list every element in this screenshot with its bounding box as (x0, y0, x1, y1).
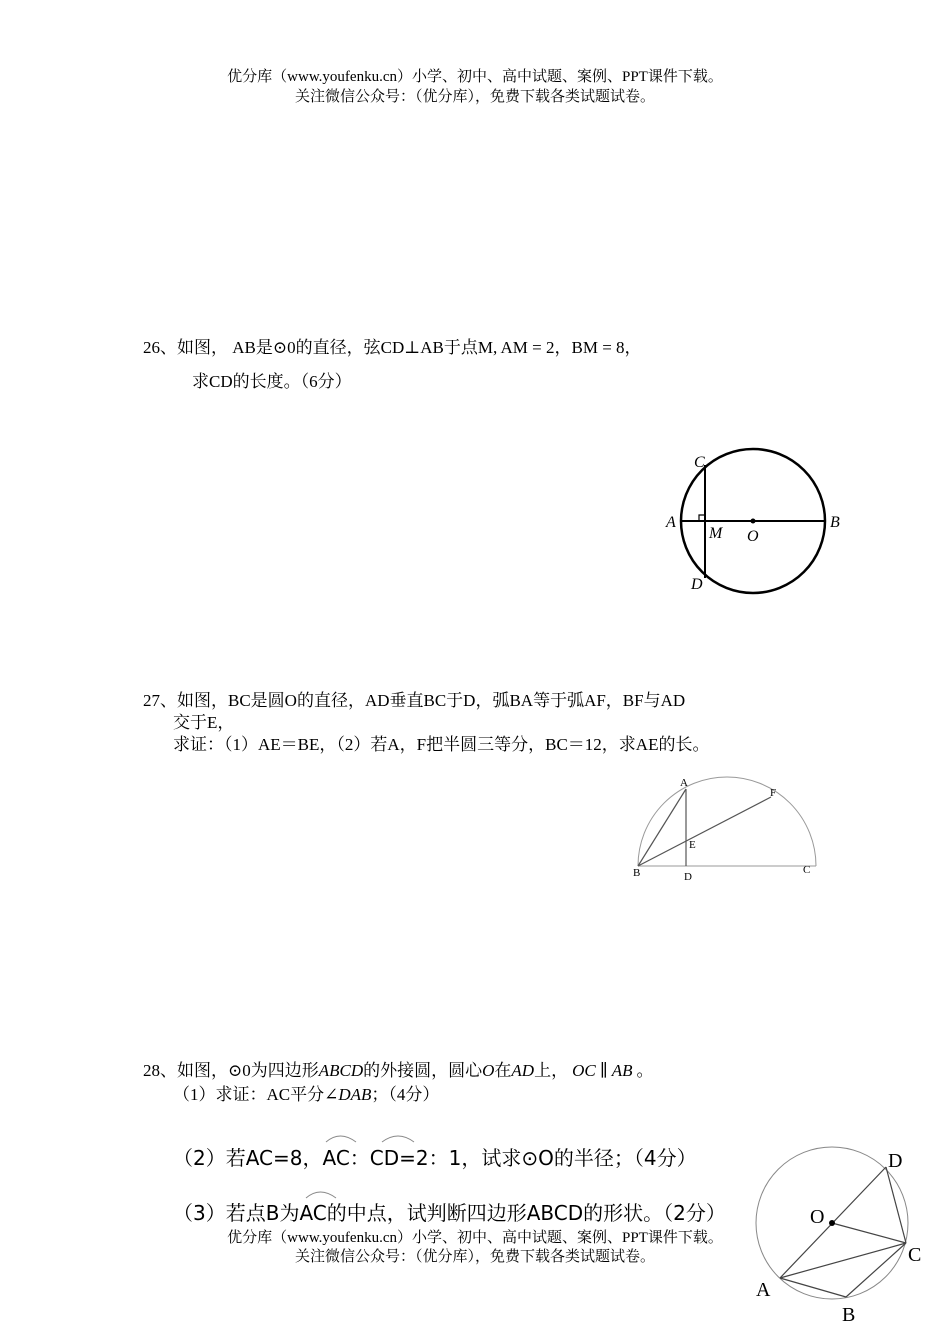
q27-line-1: 27、如图，BC是圆O的直径，AD垂直BC于D，弧BA等于弧AF，BF与AD (143, 691, 686, 710)
q28-line-1-g: 上， (534, 1061, 569, 1080)
q27-label-c: C (803, 864, 811, 876)
q28-line-1-h: OC ∥ AB (572, 1061, 633, 1080)
q27-label-f: F (770, 787, 777, 799)
q26-label-a: A (666, 514, 676, 531)
q26-line-1: 26、如图， AB是⊙0的直径，弦CD⊥AB于点M, AM = 2，BM = 8， (143, 338, 642, 357)
q27-label-e: E (689, 839, 696, 851)
q27-segment-bf (638, 797, 771, 866)
q26-label-m: M (709, 525, 723, 542)
q28-label-c: C (908, 1244, 922, 1266)
q27-segment-ab (638, 789, 686, 866)
q28-label-o: O (810, 1206, 825, 1228)
q28-center-dot (829, 1220, 835, 1226)
q27-figure (625, 772, 825, 884)
q27-label-d: D (684, 871, 692, 883)
q26-center-dot (751, 519, 756, 524)
q28-part-1-a: （1）求证：AC平分 (173, 1085, 325, 1104)
q28-line-1-e: 在 (494, 1061, 512, 1080)
q28-part-2: （2）若AC=8，AC：CD=2：1，试求⊙O的半径；（4分） (173, 1146, 697, 1170)
q28-label-d: D (888, 1150, 903, 1172)
q27-line-3: 求证：（1）AE＝BE，（2）若A，F把半圆三等分，BC＝12，求AE的长。 (173, 735, 710, 754)
q28-segment-ab (780, 1278, 846, 1297)
q28-line-1-c: 的外接圆，圆心 (363, 1061, 483, 1080)
q28-part-1-c: ；（4分） (371, 1085, 440, 1104)
footer-line-1: 优分库（www.youfenku.cn）小学、初中、高中试题、案例、PPT课件下载。 (227, 1230, 723, 1246)
q28-part-1 (173, 1084, 439, 1106)
q26-line-2: 求CD的长度。（6分） (192, 372, 352, 391)
q28-line-1 (143, 1060, 654, 1082)
q28-line-1-a: 28、如图，⊙0为四边形 (143, 1061, 319, 1080)
q28-line-1-i: 。 (636, 1061, 654, 1080)
header-line-1: 优分库（www.youfenku.cn）小学、初中、高中试题、案例、PPT课件下载。 (227, 69, 723, 85)
q26-figure (660, 445, 850, 600)
q26-label-c: C (694, 454, 705, 471)
q27-line-2: 交于E， (173, 713, 235, 732)
header-line-2: 关注微信公众号：（优分库），免费下载各类试题试卷。 (294, 89, 655, 105)
q26-label-b: B (830, 514, 840, 531)
q27-label-b: B (633, 867, 641, 879)
q28-line-1-d: O (482, 1061, 495, 1080)
q26-label-d: D (691, 576, 703, 593)
q28-label-a: A (756, 1279, 771, 1301)
q28-line-1-f: AD (511, 1061, 535, 1080)
q28-label-b: B (842, 1304, 856, 1326)
q26-label-o: O (747, 528, 759, 545)
q28-part-3: （3）若点B为AC的中点，试判断四边形ABCD的形状。（2分） (173, 1201, 726, 1225)
q27-label-a: A (680, 777, 688, 789)
q28-line-1-b: ABCD (318, 1061, 364, 1080)
footer-line-2: 关注微信公众号：（优分库），免费下载各类试题试卷。 (294, 1249, 655, 1265)
q28-part-1-b: ∠DAB (324, 1085, 372, 1104)
